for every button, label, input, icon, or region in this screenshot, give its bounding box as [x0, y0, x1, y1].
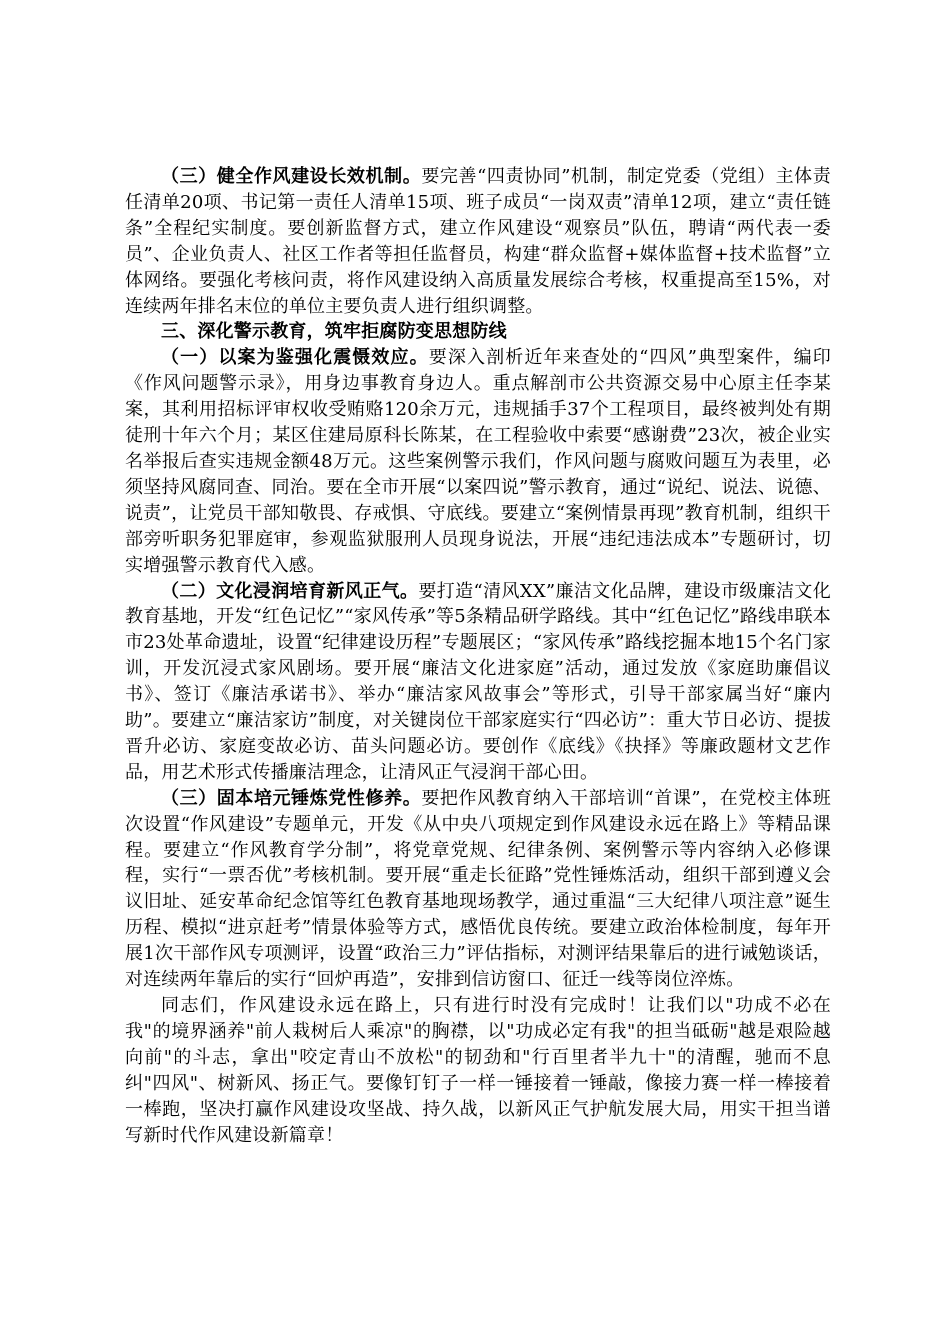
section-heading: 三、深化警示教育，筑牢拒腐防变思想防线	[161, 321, 507, 343]
paragraph-text: 要深入剖析近年来查处的“四风”典型案件，编印《作风问题警示录》，用身边事教育身边人。重点解剖市公共资源交易中心原主任李某案，其利用招标评审权收受贿赂120余万元，违规插手37个工程项目，最终被判处有期徒刑十年六个月；某区住建局原科长陈某，在工程验收中索要“感谢费”23次，被企业实名举报后查实违规金额48万元。这些案例警示我们，作风问题与腐败问题互为表里，必须坚持风腐同查、同治。要在全市开展“以案四说”警示教育，通过“说纪、说法、说德、说责”，让党员干部知敬畏、存戒惧、守底线。要建立“案例情景再现”教育机制，组织干部旁听职务犯罪庭审，参观监狱服刑人员现身说法，开展“违纪违法成本”专题研讨，切实增强警示教育代入感。	[125, 347, 831, 576]
paragraph-lead: （三）健全作风建设长效机制。	[161, 166, 422, 187]
paragraph-text: 要打造“清风XX”廉洁文化品牌，建设市级廉洁文化教育基地，开发“红色记忆”“家风传承”等5条精品研学路线。其中“红色记忆”路线串联本市23处革命遗址，设置“纪律建设历程”专题展区；“家风传承”路线挖掘本地15个名门家训，开发沉浸式家风剧场。要开展“廉洁文化进家庭”活动，通过发放《家庭助廉倡议书》、签订《廉洁承诺书》、举办“廉洁家风故事会”等形式，引导干部家属当好“廉内助”。要建立“廉洁家访”制度，对关键岗位干部家庭实行“四必访”：重大节日必访、提拔晋升必访、家庭变故必访、苗头问题必访。要创作《底线》《抉择》等廉政题材文艺作品，用艺术形式传播廉洁理念，让清风正气浸润干部心田。	[125, 580, 831, 783]
paragraph-mechanism	[125, 164, 831, 319]
paragraph-text: 要完善“四责协同”机制，制定党委（党组）主体责任清单20项、书记第一责任人清单15项、班子成员“一岗双责”清单12项，建立“责任链条”全程纪实制度。要创新监督方式，建立作风建设“观察员”队伍，聘请“两代表一委员”、企业负责人、社区工作者等担任监督员，构建“群众监督+媒体监督+技术监督”立体网络。要强化考核问责，将作风建设纳入高质量发展综合考核，权重提高至15%，对连续两年排名末位的单位主要负责人进行组织调整。	[125, 166, 831, 317]
paragraph-text: 要把作风教育纳入干部培训“首课”，在党校主体班次设置“作风建设”专题单元，开发《从中央八项规定到作风建设永远在路上》等精品课程。要建立“作风教育学分制”，将党章党规、纪律条例、案例警示等内容纳入必修课程，实行“一票否优”考核机制。要开展“重走长征路”党性锤炼活动，组织干部到遵义会议旧址、延安革命纪念馆等红色教育基地现场教学，通过重温“三大纪律八项注意”诞生历程、模拟“进京赶考”情景体验等方式，感悟优良传统。要建立政治体检制度，每年开展1次干部作风专项测评，设置“政治三力”评估指标，对测评结果靠后的进行诫勉谈话，对连续两年靠后的实行“回炉再造”，安排到信访窗口、征迁一线等岗位淬炼。	[125, 787, 831, 991]
document-body	[125, 164, 831, 1148]
paragraph-lead: （一）以案为鉴强化震慑效应。	[161, 347, 429, 369]
paragraph-lead: （三）固本培元锤炼党性修养。	[161, 787, 422, 809]
paragraph-lead: （二）文化浸润培育新风正气。	[161, 580, 419, 602]
paragraph-case-warning	[125, 345, 831, 578]
paragraph-closing	[125, 993, 831, 1148]
paragraph-culture	[125, 579, 831, 786]
paragraph-text: 同志们，作风建设永远在路上，只有进行时没有完成时！让我们以"功成不必在我"的境界涵养"前人栽树后人乘凉"的胸襟，以"功成必定有我"的担当砥砺"越是艰险越向前"的斗志，拿出"咬定青山不放松"的韧劲和"行百里者半九十"的清醒，驰而不息纠"四风"、树新风、扬正气。要像钉钉子一样一锤接着一锤敲，像接力赛一样一棒接着一棒跑，坚决打赢作风建设攻坚战、持久战，以新风正气护航发展大局，用实干担当谱写新时代作风建设新篇章！	[125, 995, 831, 1146]
paragraph-party-spirit	[125, 786, 831, 993]
